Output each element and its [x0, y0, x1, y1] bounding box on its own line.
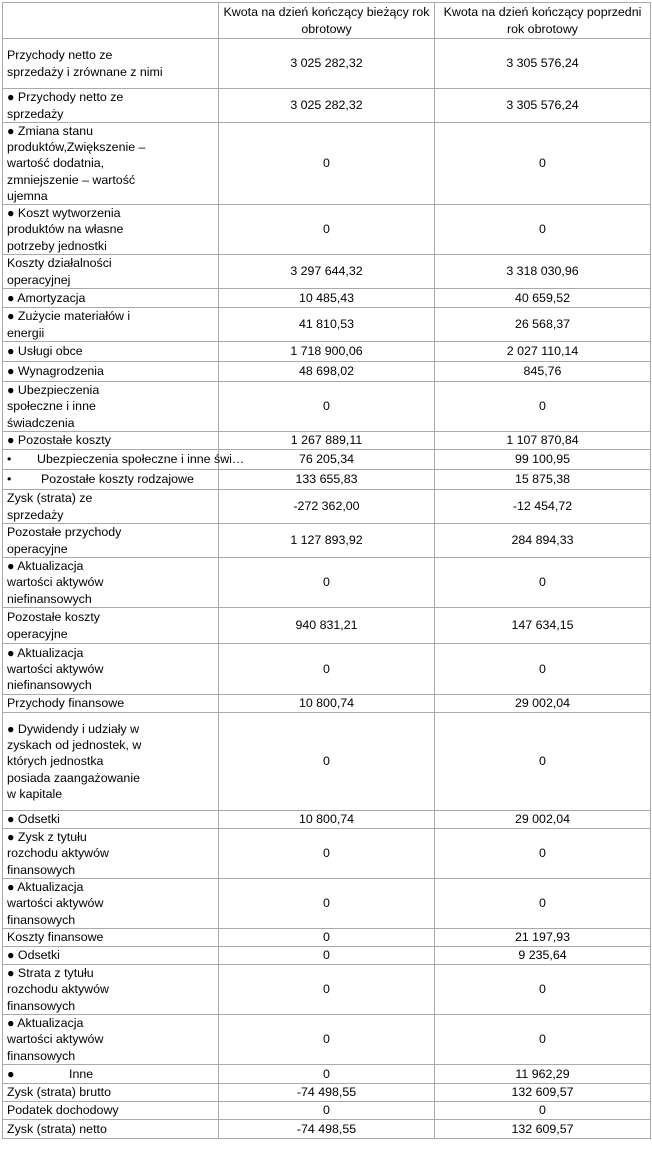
previous-value: 0 — [435, 713, 651, 811]
table-row — [3, 1015, 651, 1065]
current-value: 0 — [219, 1102, 435, 1120]
previous-value: 1 107 870,84 — [435, 432, 651, 450]
row-label: Przychody netto ze sprzedaży i zrównane z nimi — [3, 39, 219, 89]
previous-value: 0 — [435, 382, 651, 432]
previous-value: 0 — [435, 644, 651, 695]
row-label: ● Usługi obce — [3, 342, 219, 362]
row-label: Zysk (strata) netto — [3, 1120, 219, 1139]
table-row — [3, 308, 651, 342]
row-label: Przychody finansowe — [3, 695, 219, 713]
current-value: 48 698,02 — [219, 362, 435, 382]
row-label: Zysk (strata) ze sprzedaży — [3, 490, 219, 524]
row-label: ● Dywidendy i udziały w zyskach od jednostek, w których jednostka posiada zaangażowanie w kapitale — [3, 713, 219, 811]
row-label: ● Odsetki — [3, 811, 219, 829]
current-value: 0 — [219, 929, 435, 947]
current-value: 3 297 644,32 — [219, 255, 435, 289]
current-value: 0 — [219, 879, 435, 929]
table-row — [3, 289, 651, 308]
previous-value: 29 002,04 — [435, 695, 651, 713]
row-label: ● Przychody netto ze sprzedaży — [3, 89, 219, 123]
table-row — [3, 965, 651, 1015]
row-label: ● Amortyzacja — [3, 289, 219, 308]
table-row — [3, 608, 651, 644]
current-value: 1 267 889,11 — [219, 432, 435, 450]
row-label: ● Odsetki — [3, 947, 219, 965]
table-row — [3, 713, 651, 811]
current-value: 3 025 282,32 — [219, 89, 435, 123]
row-label: Koszty finansowe — [3, 929, 219, 947]
current-value: 0 — [219, 713, 435, 811]
current-value: -74 498,55 — [219, 1120, 435, 1139]
table-row — [3, 123, 651, 205]
header-current-year: Kwota na dzień kończący bieżący rok obrotowy — [219, 3, 435, 39]
current-value: 133 655,83 — [219, 470, 435, 490]
current-value: 0 — [219, 829, 435, 879]
row-label-cell — [3, 470, 219, 490]
previous-value: 3 305 576,24 — [435, 89, 651, 123]
current-value: 0 — [219, 947, 435, 965]
previous-value: 0 — [435, 879, 651, 929]
previous-value: 0 — [435, 965, 651, 1015]
previous-value: -12 454,72 — [435, 490, 651, 524]
current-value: -74 498,55 — [219, 1084, 435, 1102]
current-value: 10 800,74 — [219, 811, 435, 829]
current-value: 0 — [219, 1065, 435, 1084]
row-label: ● Koszt wytworzenia produktów na własne potrzeby jednostki — [3, 205, 219, 255]
previous-value: 3 318 030,96 — [435, 255, 651, 289]
previous-value: 15 875,38 — [435, 470, 651, 490]
row-label: Podatek dochodowy — [3, 1102, 219, 1120]
header-previous-year: Kwota na dzień kończący poprzedni rok obrotowy — [435, 3, 651, 39]
row-label: ● Zysk z tytułu rozchodu aktywów finansowych — [3, 829, 219, 879]
previous-value: 29 002,04 — [435, 811, 651, 829]
row-label: ● Pozostałe koszty — [3, 432, 219, 450]
table-row — [3, 1065, 651, 1084]
table-row — [3, 89, 651, 123]
row-label: ● Zużycie materiałów i energii — [3, 308, 219, 342]
table-row — [3, 1120, 651, 1139]
row-label: ● Ubezpieczenia społeczne i inne świadczenia — [3, 382, 219, 432]
current-value: 0 — [219, 965, 435, 1015]
row-label-cell — [3, 1065, 219, 1084]
current-value: 10 800,74 — [219, 695, 435, 713]
table-row — [3, 524, 651, 558]
row-label: ● Strata z tytułu rozchodu aktywów finansowych — [3, 965, 219, 1015]
previous-value: 845,76 — [435, 362, 651, 382]
current-value: -272 362,00 — [219, 490, 435, 524]
current-value: 76 205,34 — [219, 450, 435, 470]
row-label: ● Aktualizacja wartości aktywów finansowych — [3, 1015, 219, 1065]
table-row — [3, 382, 651, 432]
table-row — [3, 490, 651, 524]
row-label: ● Zmiana stanu produktów,Zwiększenie – wartość dodatnia, zmniejszenie – wartość ujemna — [3, 123, 219, 205]
previous-value: 0 — [435, 205, 651, 255]
previous-value: 21 197,93 — [435, 929, 651, 947]
table-row — [3, 929, 651, 947]
current-value: 0 — [219, 123, 435, 205]
table-row — [3, 879, 651, 929]
row-label: Pozostałe koszty operacyjne — [3, 608, 219, 644]
row-label-cell — [3, 450, 245, 470]
row-label: ● Wynagrodzenia — [3, 362, 219, 382]
current-value: 1 127 893,92 — [219, 524, 435, 558]
previous-value: 0 — [435, 829, 651, 879]
current-value: 0 — [219, 1015, 435, 1065]
previous-value: 132 609,57 — [435, 1120, 651, 1139]
table-row — [3, 450, 651, 470]
previous-value: 0 — [435, 123, 651, 205]
table-row — [3, 342, 651, 362]
row-label: Ubezpieczenia społeczne i inne świ… — [37, 452, 245, 467]
current-value: 940 831,21 — [219, 608, 435, 644]
previous-value: 99 100,95 — [435, 450, 651, 470]
previous-value: 2 027 110,14 — [435, 342, 651, 362]
previous-value: 284 894,33 — [435, 524, 651, 558]
header-blank-cell — [3, 3, 219, 39]
table-row — [3, 205, 651, 255]
table-row — [3, 432, 651, 450]
header-row — [3, 3, 651, 39]
current-value: 10 485,43 — [219, 289, 435, 308]
table-row — [3, 695, 651, 713]
financial-statement-table — [2, 2, 651, 1139]
current-value: 41 810,53 — [219, 308, 435, 342]
row-label: Zysk (strata) brutto — [3, 1084, 219, 1102]
bullet-icon: • — [7, 452, 12, 467]
table-row — [3, 644, 651, 695]
current-value: 0 — [219, 205, 435, 255]
current-value: 1 718 900,06 — [219, 342, 435, 362]
previous-value: 0 — [435, 1015, 651, 1065]
previous-value: 0 — [435, 1102, 651, 1120]
table-row — [3, 1084, 651, 1102]
current-value: 0 — [219, 644, 435, 695]
table-row — [3, 255, 651, 289]
table-row — [3, 1102, 651, 1120]
row-label: ● Aktualizacja wartości aktywów finansowych — [3, 879, 219, 929]
bullet-icon: • — [7, 472, 12, 487]
current-value: 0 — [219, 382, 435, 432]
previous-value: 40 659,52 — [435, 289, 651, 308]
previous-value: 0 — [435, 558, 651, 608]
table-row — [3, 829, 651, 879]
table-row — [3, 947, 651, 965]
previous-value: 132 609,57 — [435, 1084, 651, 1102]
row-label: Pozostałe koszty rodzajowe — [41, 472, 194, 487]
table-row — [3, 39, 651, 89]
current-value: 3 025 282,32 — [219, 39, 435, 89]
previous-value: 11 962,29 — [435, 1065, 651, 1084]
previous-value: 147 634,15 — [435, 608, 651, 644]
table-row — [3, 558, 651, 608]
row-label: Pozostałe przychody operacyjne — [3, 524, 219, 558]
row-label: ● Aktualizacja wartości aktywów niefinansowych — [3, 644, 219, 695]
row-label: Koszty działalności operacyjnej — [3, 255, 219, 289]
table-row — [3, 470, 651, 490]
row-label: ● Aktualizacja wartości aktywów niefinansowych — [3, 558, 219, 608]
table-row — [3, 362, 651, 382]
previous-value: 3 305 576,24 — [435, 39, 651, 89]
row-label: Inne — [69, 1066, 94, 1081]
table-row — [3, 811, 651, 829]
bullet-icon: ● — [7, 1066, 15, 1081]
current-value: 0 — [219, 558, 435, 608]
previous-value: 26 568,37 — [435, 308, 651, 342]
previous-value: 9 235,64 — [435, 947, 651, 965]
